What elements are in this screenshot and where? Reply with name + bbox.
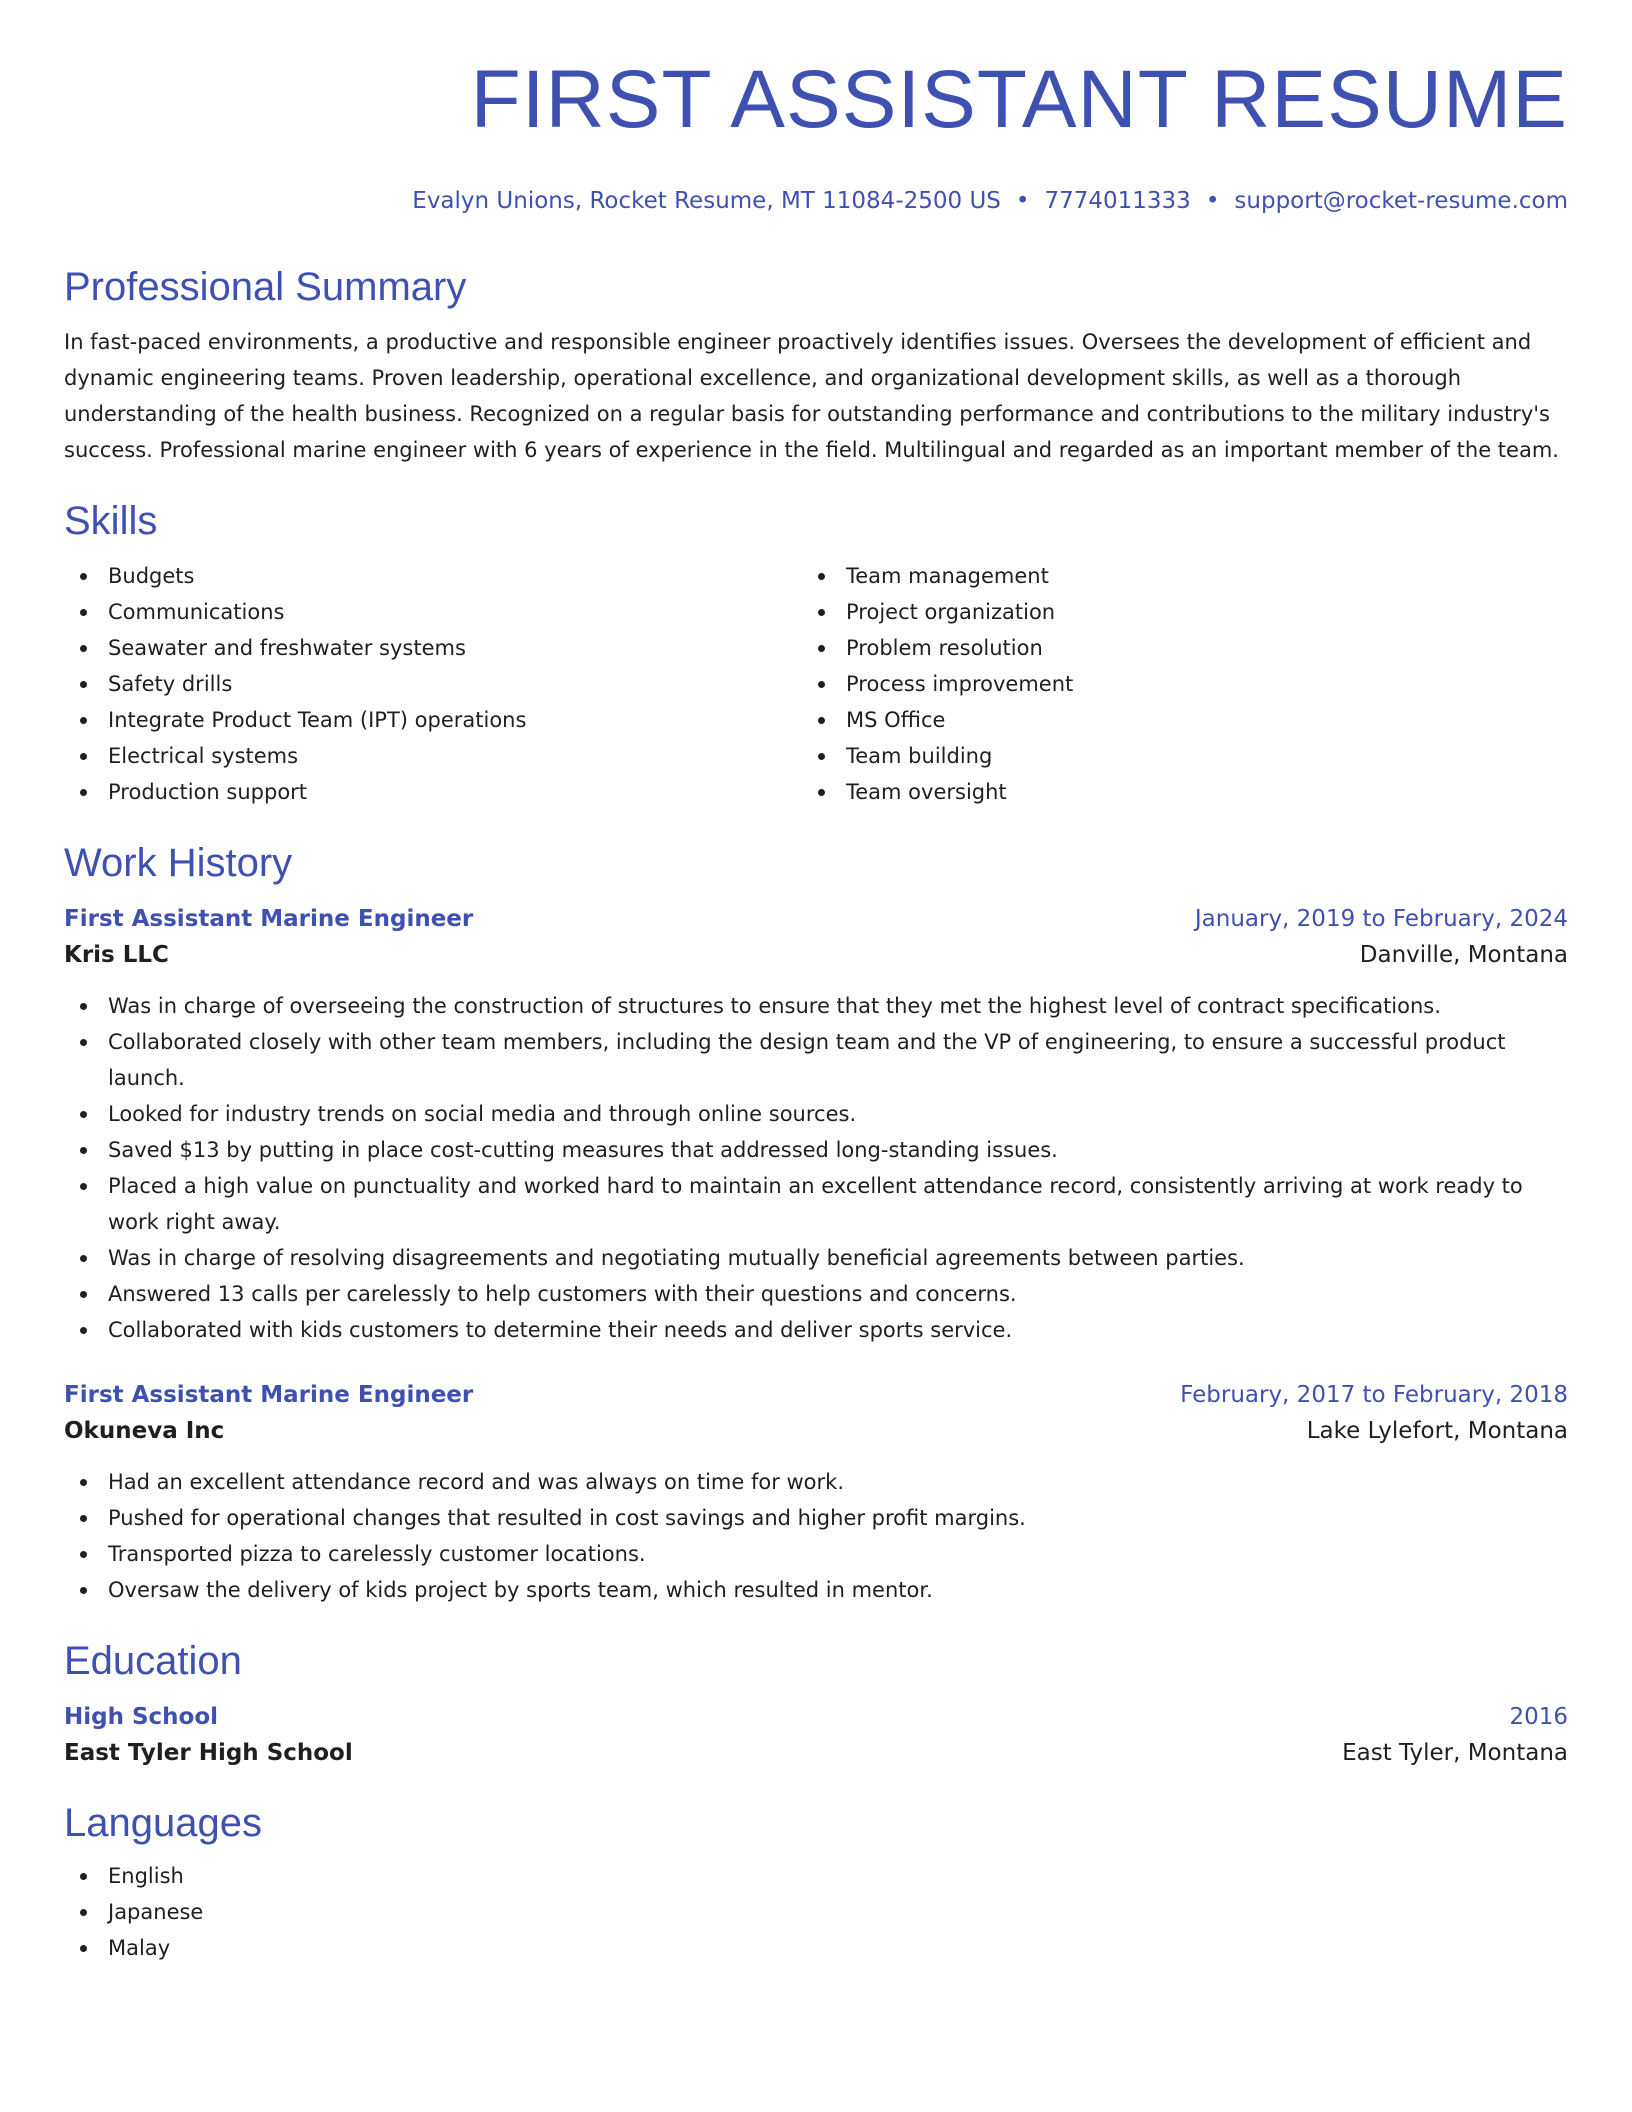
skill-item: Problem resolution — [802, 630, 1540, 666]
skill-item: Process improvement — [802, 666, 1540, 702]
job-bullet: Pushed for operational changes that resulted in cost savings and higher profit margins. — [64, 1500, 1568, 1536]
skills-columns — [64, 558, 1568, 810]
skill-item: Project organization — [802, 594, 1540, 630]
contact-address: Evalyn Unions, Rocket Resume, MT 11084-2500 US — [412, 188, 1001, 214]
contact-email: support@rocket-resume.com — [1234, 188, 1568, 214]
job-header-row — [64, 1378, 1568, 1412]
job-bullets — [64, 1464, 1568, 1608]
education-location: East Tyler, Montana — [1342, 1740, 1568, 1766]
education-school-row — [64, 1734, 1568, 1772]
skill-item: Production support — [64, 774, 802, 810]
skills-heading: Skills — [64, 499, 158, 543]
summary-heading: Professional Summary — [64, 265, 467, 309]
language-item: Japanese — [64, 1894, 1568, 1930]
education-school: East Tyler High School — [64, 1740, 353, 1766]
job-bullet: Saved $13 by putting in place cost-cutting measures that addressed long-standing issues. — [64, 1132, 1568, 1168]
job-bullet: Collaborated with kids customers to determine their needs and deliver sports service. — [64, 1312, 1568, 1348]
job-dates: February, 2017 to February, 2018 — [1180, 1382, 1568, 1408]
education-heading: Education — [64, 1639, 242, 1683]
skill-item: MS Office — [802, 702, 1540, 738]
education-degree: High School — [64, 1704, 219, 1730]
summary-text: In fast-paced environments, a productive and responsible engineer proactively identifies issues. Oversees the development of efficient and dynamic engineering teams. Proven leadership, operational excellence, and organizational development skills, as well as a thorough understanding of the health business. Recognized on a regular basis for outstanding performance and contributions to the military industry's success. Professional marine engineer with 6 years of experience in the field. Multilingual and regarded as an important member of the team. — [64, 330, 1559, 462]
job-bullet: Collaborated closely with other team members, including the design team and the VP of engineering, to ensure a successful product launch. — [64, 1024, 1568, 1096]
job-company-row — [64, 1412, 1568, 1450]
job-bullets — [64, 988, 1568, 1348]
skill-item: Team building — [802, 738, 1540, 774]
work-heading: Work History — [64, 841, 293, 885]
education-year: 2016 — [1509, 1704, 1568, 1730]
skill-item: Communications — [64, 594, 802, 630]
skills-list-right — [802, 558, 1540, 810]
job-bullet: Was in charge of overseeing the construction of structures to ensure that they met the highest level of contract specifications. — [64, 988, 1568, 1024]
job-company: Okuneva Inc — [64, 1418, 225, 1444]
education-header-row — [64, 1700, 1568, 1734]
skill-item: Team oversight — [802, 774, 1540, 810]
contact-separator: • — [1205, 188, 1220, 214]
job-location: Lake Lylefort, Montana — [1306, 1418, 1568, 1444]
job-header-row — [64, 902, 1568, 936]
language-item: Malay — [64, 1930, 1568, 1966]
job-title: First Assistant Marine Engineer — [64, 906, 474, 932]
job-bullet: Transported pizza to carelessly customer locations. — [64, 1536, 1568, 1572]
skill-item: Electrical systems — [64, 738, 802, 774]
job-company-row — [64, 936, 1568, 974]
skills-list-left — [64, 558, 802, 810]
job-title: First Assistant Marine Engineer — [64, 1382, 474, 1408]
skill-item: Seawater and freshwater systems — [64, 630, 802, 666]
contact-phone: 7774011333 — [1044, 188, 1191, 214]
job-bullet: Looked for industry trends on social media and through online sources. — [64, 1096, 1568, 1132]
job-bullet: Placed a high value on punctuality and worked hard to maintain an excellent attendance record, consistently arriving at work ready to work right away. — [64, 1168, 1568, 1240]
skill-item: Team management — [802, 558, 1540, 594]
contact-line — [64, 186, 1568, 216]
education-entry — [64, 1700, 1568, 1772]
job-bullet: Oversaw the delivery of kids project by sports team, which resulted in mentor. — [64, 1572, 1568, 1608]
contact-separator: • — [1015, 188, 1030, 214]
skill-item: Integrate Product Team (IPT) operations — [64, 702, 802, 738]
resume-title: FIRST ASSISTANT RESUME — [470, 54, 1568, 145]
skill-item: Budgets — [64, 558, 802, 594]
skill-item: Safety drills — [64, 666, 802, 702]
languages-heading: Languages — [64, 1801, 262, 1845]
job-bullet: Was in charge of resolving disagreements and negotiating mutually beneficial agreements between parties. — [64, 1240, 1568, 1276]
job-dates: January, 2019 to February, 2024 — [1194, 906, 1568, 932]
job-bullet: Had an excellent attendance record and was always on time for work. — [64, 1464, 1568, 1500]
job-entry — [64, 1378, 1568, 1608]
languages-list — [64, 1858, 1568, 1966]
job-entry — [64, 902, 1568, 1348]
job-company: Kris LLC — [64, 942, 169, 968]
job-location: Danville, Montana — [1359, 942, 1568, 968]
job-bullet: Answered 13 calls per carelessly to help customers with their questions and concerns. — [64, 1276, 1568, 1312]
language-item: English — [64, 1858, 1568, 1894]
